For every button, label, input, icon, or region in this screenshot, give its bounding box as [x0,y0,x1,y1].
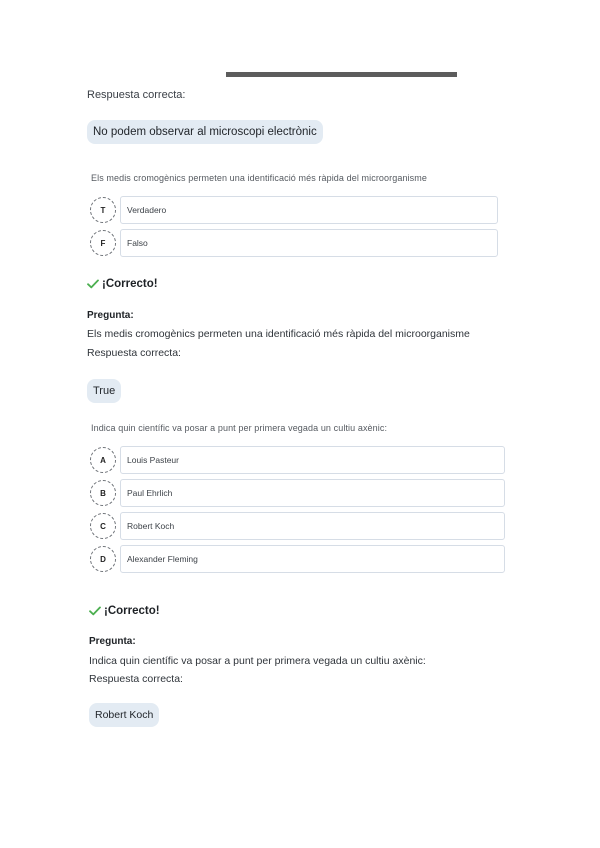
correct-heading-text: ¡Correcto! [102,278,158,290]
option-d[interactable] [90,545,505,575]
top-divider-bar [226,72,457,77]
answer-label: Respuesta correcta: [87,89,186,101]
option-b[interactable] [90,479,505,509]
question-body: Indica quin científic va posar a punt per primera vegada un cultiu axènic: [89,655,426,667]
option-c[interactable] [90,512,505,542]
question-label: Pregunta: [87,310,134,321]
correct-answer-pill: Robert Koch [89,703,159,727]
option-a[interactable] [90,446,505,476]
option-label[interactable]: Alexander Fleming [120,545,505,573]
option-letter-badge: F [90,230,116,256]
question-text: Els medis cromogènics permeten una identificació més ràpida del microorganisme [91,173,427,183]
option-label[interactable]: Louis Pasteur [120,446,505,474]
option-letter-badge: D [90,546,116,572]
question-label: Pregunta: [89,636,136,647]
option-letter-badge: A [90,447,116,473]
question-text: Indica quin científic va posar a punt per primera vegada un cultiu axènic: [91,423,388,433]
correct-answer-pill: No podem observar al microscopi electrònic [87,120,323,144]
option-label[interactable]: Robert Koch [120,512,505,540]
option-true[interactable] [90,196,498,226]
question-body: Els medis cromogènics permeten una identificació més ràpida del microorganisme [87,328,470,340]
answer-label: Respuesta correcta: [87,347,181,359]
option-label[interactable]: Falso [120,229,498,257]
correct-answer-pill: True [87,379,121,403]
option-label[interactable]: Verdadero [120,196,498,224]
correct-heading-text: ¡Correcto! [104,605,160,617]
option-letter-badge: B [90,480,116,506]
option-false[interactable] [90,229,498,259]
option-letter-badge: T [90,197,116,223]
answer-label: Respuesta correcta: [89,673,183,685]
correct-heading [89,605,160,617]
check-icon [87,279,99,289]
option-letter-badge: C [90,513,116,539]
correct-heading [87,278,158,290]
check-icon [89,606,101,616]
option-label[interactable]: Paul Ehrlich [120,479,505,507]
